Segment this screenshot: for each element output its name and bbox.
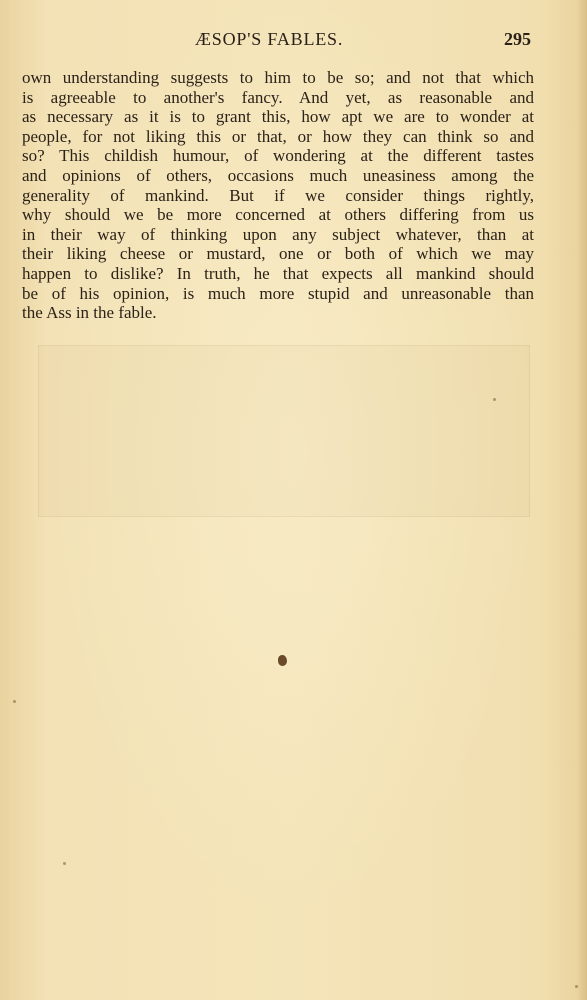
- bleed-through-illustration: [38, 345, 530, 517]
- ink-spot: [278, 655, 287, 666]
- body-paragraph: [22, 68, 534, 323]
- text-line: as necessary as it is to grant this, how apt we are to wonder at: [22, 107, 534, 127]
- page-number: 295: [504, 29, 531, 49]
- text-line: be of his opinion, is much more stupid and unreasonable than: [22, 283, 534, 303]
- text-line: happen to dislike? In truth, he that expects all mankind should: [22, 263, 534, 283]
- text-line: in their way of thinking upon any subject whatever, than at: [22, 224, 534, 244]
- text-line: and opinions of others, occasions much uneasiness among the: [22, 165, 534, 185]
- running-title: ÆSOP'S FABLES.: [195, 29, 344, 49]
- text-line: is agreeable to another's fancy. And yet, as reasonable and: [22, 87, 534, 107]
- paper-speck: [63, 862, 66, 865]
- text-line: why should we be more concerned at others differing from us: [22, 205, 534, 225]
- page-edge-shadow: [577, 0, 587, 1000]
- page-header: [0, 29, 587, 53]
- text-line: people, for not liking this or that, or how they can think so and: [22, 126, 534, 146]
- paper-speck: [13, 700, 16, 703]
- text-line: own understanding suggests to him to be so; and not that which: [22, 68, 534, 87]
- paper-speck: [493, 398, 496, 401]
- text-line: generality of mankind. But if we consider things rightly,: [22, 185, 534, 205]
- text-line-final: the Ass in the fable.: [22, 303, 157, 323]
- text-line: so? This childish humour, of wondering at the different tastes: [22, 146, 534, 166]
- text-line: their liking cheese or mustard, one or both of which we may: [22, 244, 534, 264]
